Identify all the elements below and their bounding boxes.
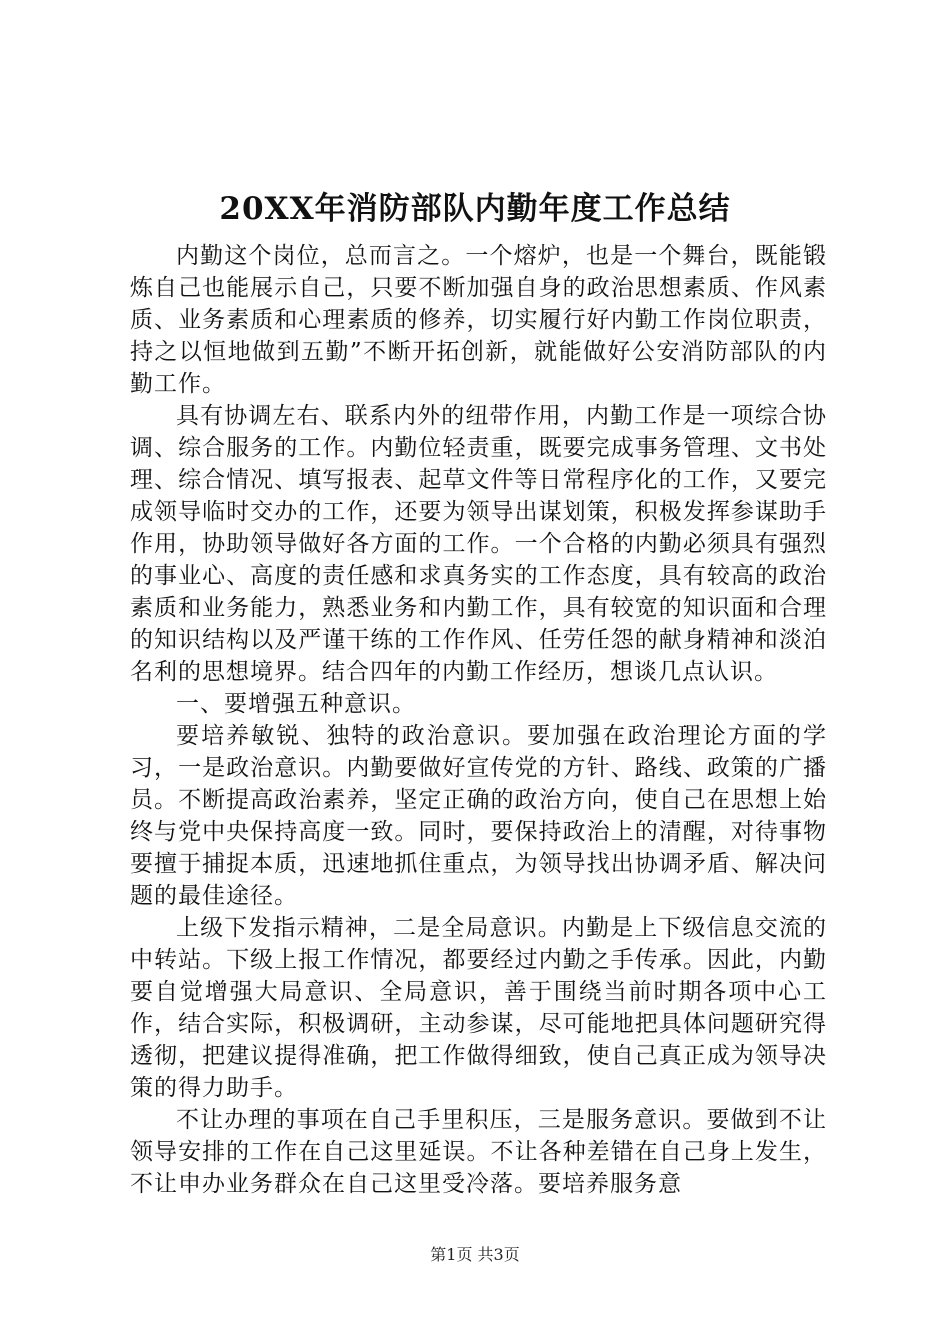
section-heading: 一、要增强五种意识。	[176, 691, 416, 717]
paragraph-5: 不让办理的事项在自己手里积压，三是服务意识。要做到不让领导安排的工作在自己这里延误。不让各种差错在自己身上发生，不让申办业务群众在自己这里受冷落。要培养服务意	[130, 1107, 827, 1197]
document-body	[130, 240, 827, 1200]
paragraph-3: 要培养敏锐、独特的政治意识。要加强在政治理论方面的学习，一是政治意识。内勤要做好宣传党的方针、路线、政策的广播员。不断提高政治素养，坚定正确的政治方向，使自己在思想上始终与党中央保持高度一致。同时，要保持政治上的清醒，对待事物要擅于捕捉本质，迅速地抓住重点，为领导找出协调矛盾、解决问题的最佳途径。	[130, 723, 827, 909]
page-footer: 第1页 共3页	[430, 1245, 520, 1264]
page-title: 20XX年消防部队内勤年度工作总结	[219, 191, 731, 227]
paragraph-4: 上级下发指示精神，二是全局意识。内勤是上下级信息交流的中转站。下级上报工作情况，都要经过内勤之手传承。因此，内勤要自觉增强大局意识、全局意识，善于围绕当前时期各项中心工作，结合实际，积极调研，主动参谋，尽可能地把具体问题研究得透彻，把建议提得准确，把工作做得细致，使自己真正成为领导决策的得力助手。	[130, 915, 827, 1101]
paragraph-2: 具有协调左右、联系内外的纽带作用，内勤工作是一项综合协调、综合服务的工作。内勤位轻责重，既要完成事务管理、文书处理、综合情况、填写报表、起草文件等日常程序化的工作，又要完成领导临时交办的工作，还要为领导出谋划策，积极发挥参谋助手作用，协助领导做好各方面的工作。一个合格的内勤必须具有强烈的事业心、高度的责任感和求真务实的工作态度，具有较高的政治素质和业务能力，熟悉业务和内勤工作，具有较宽的知识面和合理的知识结构以及严谨干练的工作作风、任劳任怨的献身精神和淡泊名利的思想境界。结合四年的内勤工作经历，想谈几点认识。	[130, 403, 827, 685]
paragraph-1: 内勤这个岗位，总而言之。一个熔炉，也是一个舞台，既能锻炼自己也能展示自己，只要不断加强自身的政治思想素质、作风素质、业务素质和心理素质的修养，切实履行好内勤工作岗位职责，持之以恒地做到五勤”不断开拓创新，就能做好公安消防部队的内勤工作。	[130, 243, 827, 397]
